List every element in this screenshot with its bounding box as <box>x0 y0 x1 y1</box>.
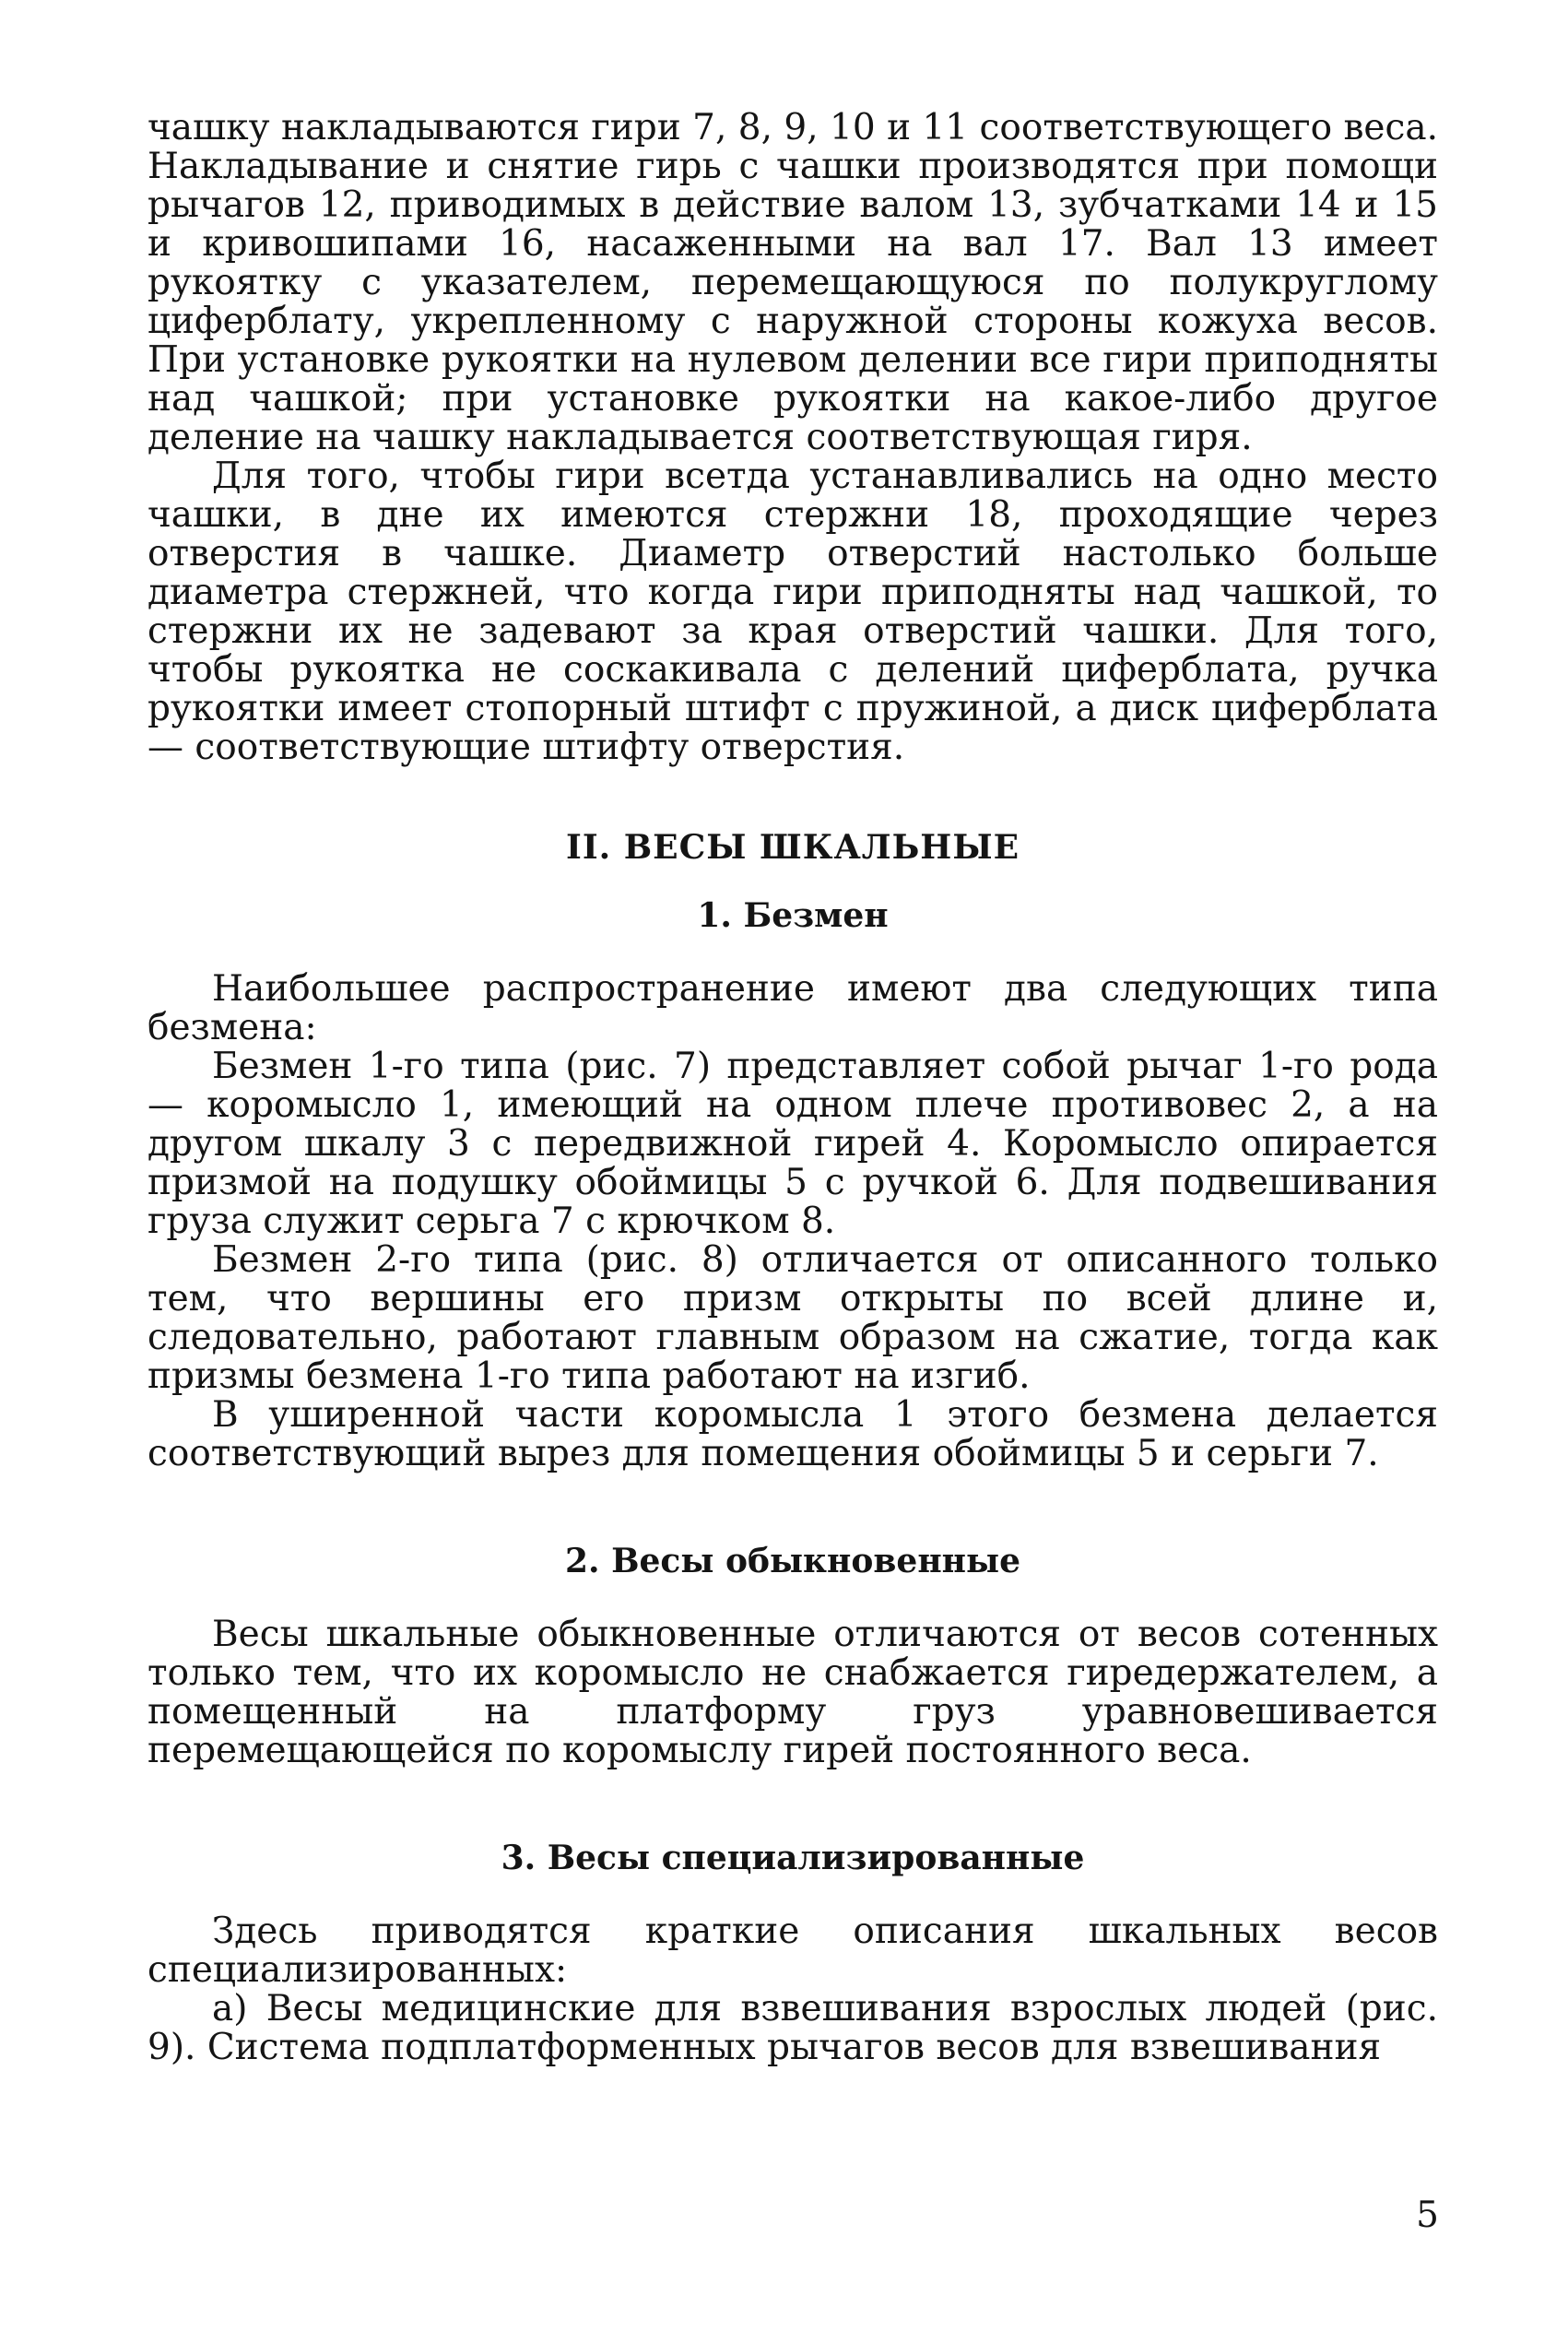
subsection-title-specialized-scales: 3. Весы специализированные <box>501 1839 1085 1877</box>
paragraph-specialized-intro: Здесь приводятся краткие описания шкальных весов специализированных: <box>147 1911 1438 1991</box>
page-number: 5 <box>1416 2195 1439 2236</box>
paragraph-weights-mechanism: чашку накладываются гири 7, 8, 9, 10 и 11 соответствующего веса. Накладывание и снятие гирь с чашки производятся при помощи рычагов 12, приводимых в действие валом 13, зубчатками 14 и 15 и кривошипами 16, насаженными на вал 17. Вал 13 имеет рукоятку с указателем, перемещающуюся по полукруглому циферблату, укрепленному с наружной стороны кожуха весов. При установке рукоятки на нулевом делении все гири приподняты над чашкой; при установке рукоятки на какое-либо другое деление на чашку накладывается соответствующая гиря. <box>147 107 1438 458</box>
paragraph-bezmen-types: Наибольшее распространение имеют два следующих типа безмена: <box>147 968 1438 1048</box>
paragraph-bezmen-type-2: Безмен 2-го типа (рис. 8) отличается от описанного только тем, что вершины его призм открыты по всей длине и, следовательно, работают главным образом на сжатие, тогда как призмы безмена 1-го типа работают на изгиб. <box>147 1239 1438 1397</box>
paragraph-weight-rods: Для того, чтобы гири всетда устанавливались на одно место чашки, в дне их имеются стержни 18, проходящие через отверстия в чашке. Диаметр отверстий настолько больше диаметра стержней, что когда гири приподняты над чашкой, то стержни их не задевают за края отверстий чашки. Для того, чтобы рукоятка не соскакивала с делений циферблата, ручка рукоятки имеет стопорный штифт с пружиной, а диск циферблата — соответствующие штифту отверстия. <box>147 456 1438 768</box>
subsection-title-bezmen: 1. Безмен <box>697 896 889 935</box>
section-title-scale-balances: II. ВЕСЫ ШКАЛЬНЫЕ <box>565 828 1020 867</box>
page-body <box>147 109 1438 2067</box>
subsection-title-ordinary-scales: 2. Весы обыкновенные <box>564 1542 1021 1580</box>
paragraph-bezmen-cutout: В уширенной части коромысла 1 этого безмена делается соответствующий вырез для помещения обоймицы 5 и серьги 7. <box>147 1394 1438 1474</box>
paragraph-ordinary-scales: Весы шкальные обыкновенные отличаются от весов сотенных только тем, что их коромысло не снабжается гиредержателем, а помещенный на платформу груз уравновешивается перемещающейся по коромыслу гирей постоянного веса. <box>147 1614 1438 1771</box>
paragraph-medical-scales: а) Весы медицинские для взвешивания взрослых людей (рис. 9). Система подплатформенных рычагов весов для взвешивания <box>147 1988 1438 2068</box>
paragraph-bezmen-type-1: Безмен 1-го типа (рис. 7) представляет собой рычаг 1-го рода — коромысло 1, имеющий на одном плече противовес 2, а на другом шкалу 3 с передвижной гирей 4. Коромысло опирается призмой на подушку обоймицы 5 с ручкой 6. Для подвешивания груза служит серьга 7 с крючком 8. <box>147 1046 1438 1242</box>
